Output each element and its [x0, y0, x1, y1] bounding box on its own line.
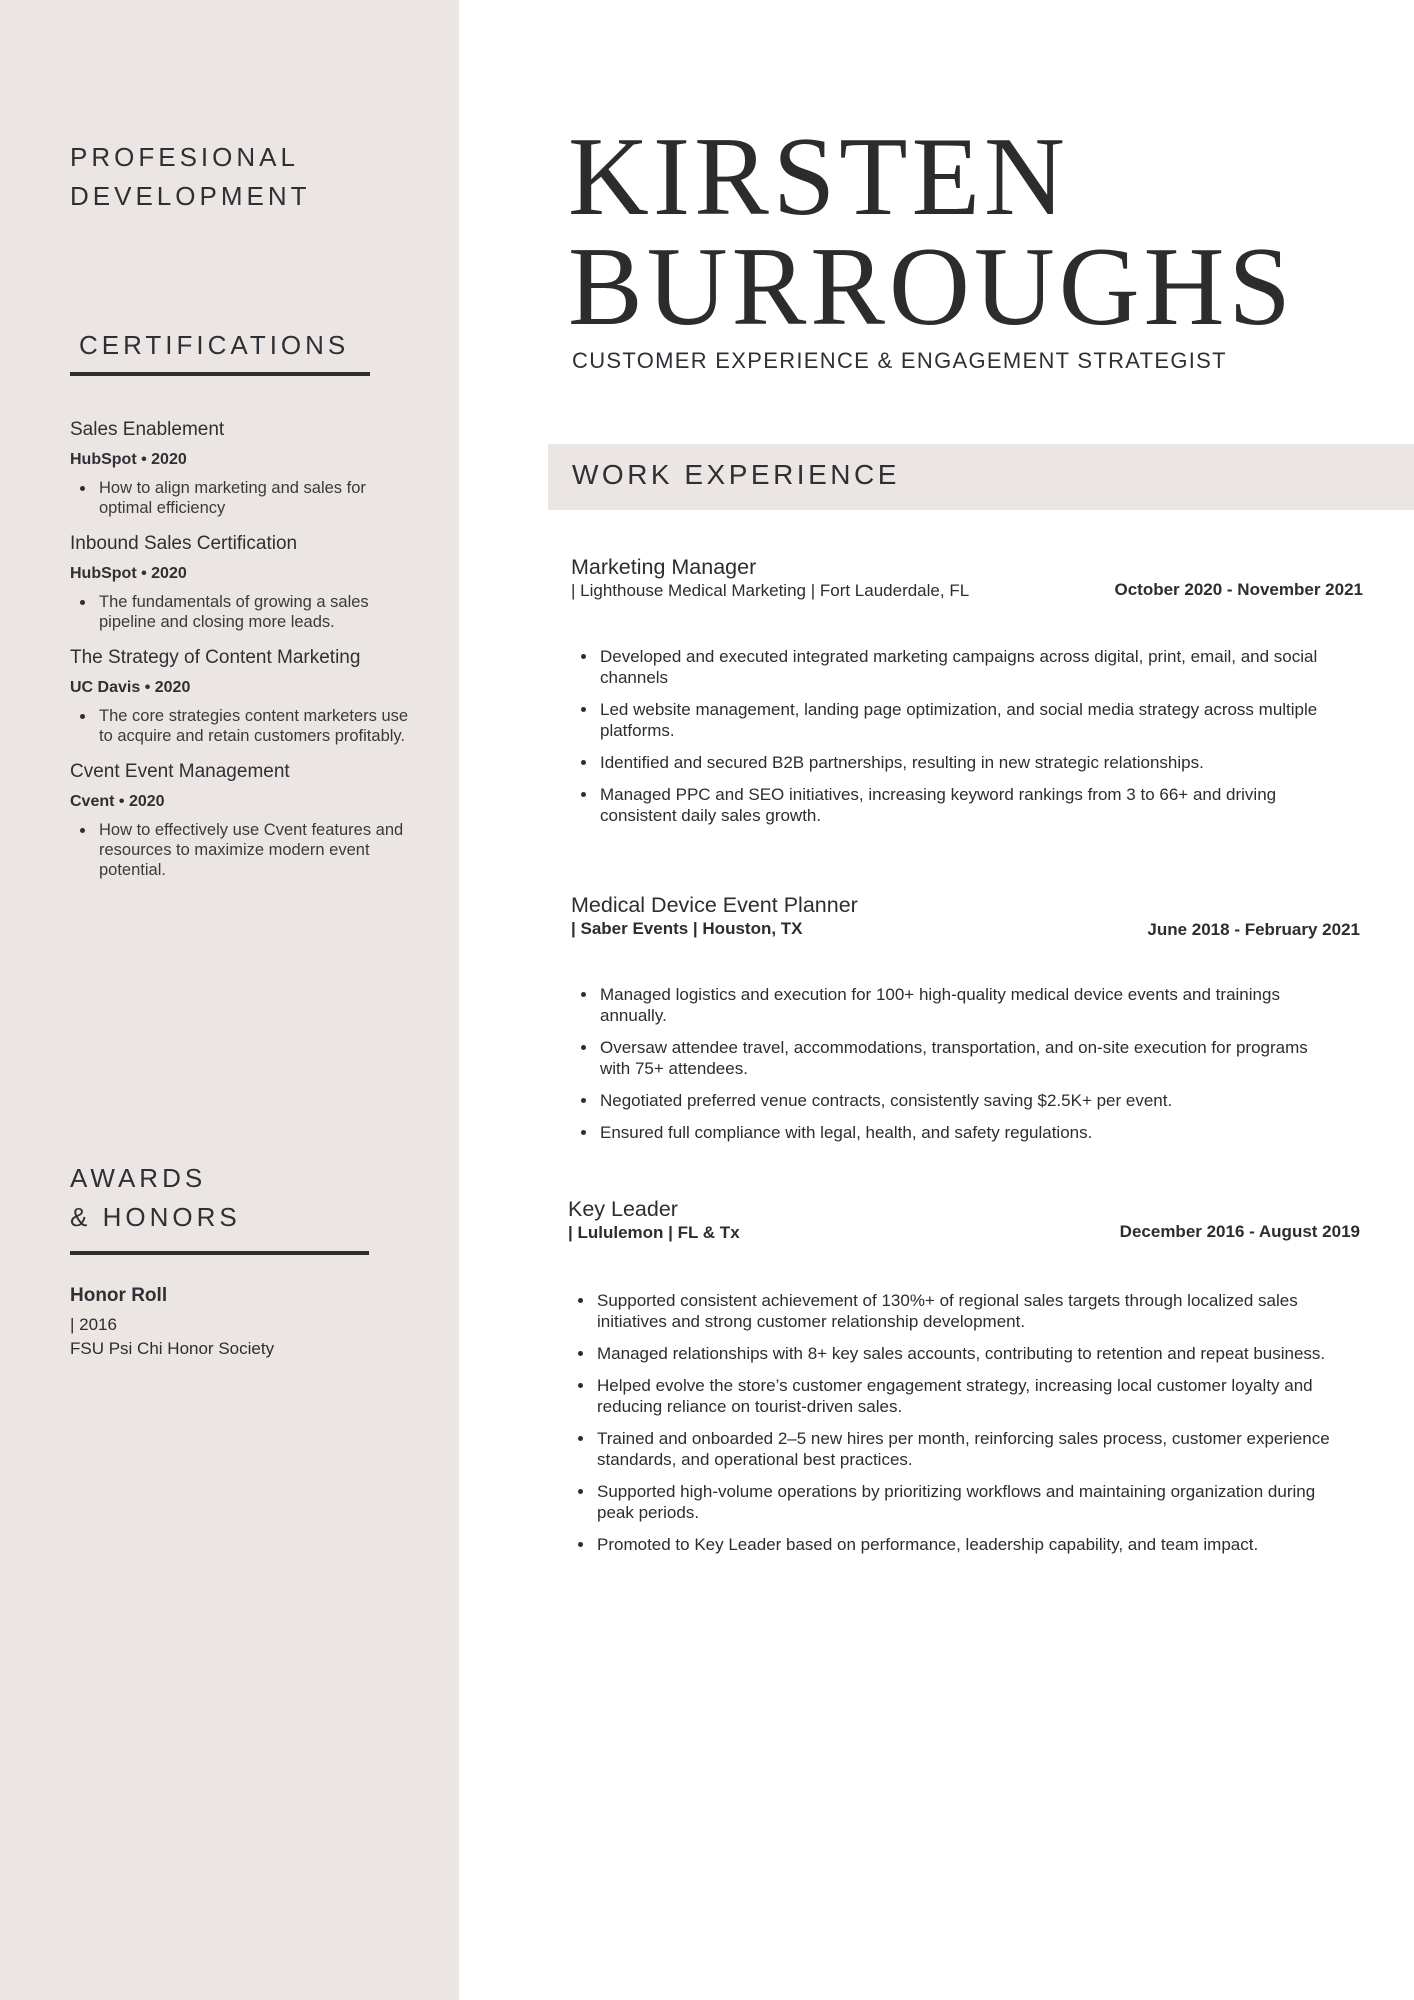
job-subtitle: CUSTOMER EXPERIENCE & ENGAGEMENT STRATEGIST: [572, 348, 1227, 373]
awards-heading: [70, 1159, 241, 1237]
job-dates: June 2018 - February 2021: [1147, 920, 1360, 939]
cert-title: Sales Enablement: [70, 419, 225, 440]
cert-org: Cvent • 2020: [70, 793, 165, 810]
job-dates: October 2020 - November 2021: [1114, 580, 1363, 599]
award-item: [70, 1283, 274, 1361]
job-bullet: Negotiated preferred venue contracts, consistently saving $2.5K+ per event.: [571, 1090, 1331, 1111]
heading-line: DEVELOPMENT: [70, 181, 311, 211]
certification-item: [70, 760, 420, 880]
job-company: | Saber Events | Houston, TX: [571, 919, 803, 938]
cert-title: Cvent Event Management: [70, 761, 290, 782]
cert-title: The Strategy of Content Marketing: [70, 647, 361, 668]
cert-bullet: How to align marketing and sales for optimal efficiency: [70, 478, 420, 518]
cert-title: Inbound Sales Certification: [70, 533, 298, 554]
job-entry: [571, 554, 1371, 837]
cert-org: UC Davis • 2020: [70, 679, 191, 696]
divider: [70, 372, 370, 376]
job-bullet: Developed and executed integrated marketing campaigns across digital, print, email, and social channels: [571, 646, 1331, 688]
job-bullet: Oversaw attendee travel, accommodations, transportation, and on-site execution for programs with 75+ attendees.: [571, 1037, 1331, 1079]
candidate-name: [568, 115, 1295, 349]
heading-line: PROFESIONAL: [70, 142, 299, 172]
job-bullet: Supported high-volume operations by prioritizing workflows and maintaining organization during peak periods.: [568, 1481, 1348, 1523]
job-bullet: Helped evolve the store’s customer engagement strategy, increasing local customer loyalty and reducing reliance on tourist-driven sales.: [568, 1375, 1348, 1417]
cert-org: HubSpot • 2020: [70, 451, 187, 468]
job-bullet: Promoted to Key Leader based on performance, leadership capability, and team impact.: [568, 1534, 1348, 1555]
job-bullet: Identified and secured B2B partnerships, resulting in new strategic relationships.: [571, 752, 1331, 773]
certification-item: [70, 646, 420, 746]
certifications-list: [70, 418, 420, 894]
last-name: BURROUGHS: [568, 225, 1295, 349]
job-bullet: Led website management, landing page optimization, and social media strategy across multiple platforms.: [571, 699, 1331, 741]
heading-line: AWARDS: [70, 1163, 207, 1193]
job-bullet: Managed logistics and execution for 100+ high-quality medical device events and trainings annually.: [571, 984, 1331, 1026]
award-org: FSU Psi Chi Honor Society: [70, 1339, 275, 1358]
job-entry: [568, 1196, 1368, 1566]
job-entry: [571, 892, 1371, 1154]
award-year: | 2016: [70, 1315, 117, 1334]
job-bullet: Managed PPC and SEO initiatives, increasing keyword rankings from 3 to 66+ and driving consistent daily sales growth.: [571, 784, 1331, 826]
cert-bullet: The core strategies content marketers use to acquire and retain customers profitably.: [70, 706, 420, 746]
professional-development-heading: [70, 138, 311, 216]
job-company: | Lululemon | FL & Tx: [568, 1223, 740, 1242]
job-title: Key Leader: [568, 1197, 678, 1221]
cert-org: HubSpot • 2020: [70, 565, 187, 582]
certifications-heading: CERTIFICATIONS: [79, 330, 350, 360]
cert-bullet: The fundamentals of growing a sales pipeline and closing more leads.: [70, 592, 420, 632]
job-bullet: Managed relationships with 8+ key sales accounts, contributing to retention and repeat business.: [568, 1343, 1348, 1364]
divider: [70, 1251, 369, 1255]
certification-item: [70, 418, 420, 518]
job-bullet: Ensured full compliance with legal, health, and safety regulations.: [571, 1122, 1331, 1143]
heading-line: & HONORS: [70, 1202, 241, 1232]
first-name: KIRSTEN: [568, 115, 1069, 239]
certification-item: [70, 532, 420, 632]
job-title: Medical Device Event Planner: [571, 893, 858, 917]
job-title: Marketing Manager: [571, 555, 757, 579]
job-bullet: Supported consistent achievement of 130%+ of regional sales targets through localized sales initiatives and strong customer relationship development.: [568, 1290, 1348, 1332]
job-dates: December 2016 - August 2019: [1119, 1222, 1360, 1241]
award-title: Honor Roll: [70, 1285, 168, 1306]
work-experience-heading: WORK EXPERIENCE: [572, 459, 900, 490]
job-bullet: Trained and onboarded 2–5 new hires per month, reinforcing sales process, customer experience standards, and operational best practices.: [568, 1428, 1348, 1470]
work-experience-band: [548, 444, 1414, 510]
sidebar: [0, 0, 459, 2000]
cert-bullet: How to effectively use Cvent features and resources to maximize modern event potential.: [70, 820, 420, 880]
job-company: | Lighthouse Medical Marketing | Fort Lauderdale, FL: [571, 581, 970, 600]
